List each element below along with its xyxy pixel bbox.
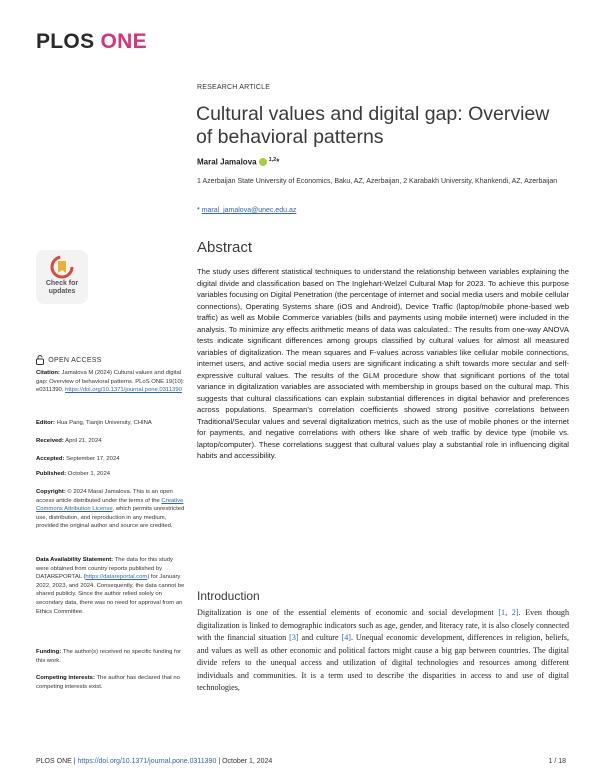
check-for-updates-badge[interactable] (36, 250, 88, 304)
abstract-heading: Abstract (197, 239, 253, 256)
footer-date: October 1, 2024 (222, 758, 273, 765)
open-lock-icon (36, 355, 44, 365)
copyright-text-end: , which permits unrestricted use, distribution, and reproduction in any medium, provided the original author and source are credited. (36, 506, 185, 530)
license-link[interactable]: Creative Commons Attribution License (36, 497, 184, 513)
intro-text-3: and culture (301, 633, 339, 642)
check-updates-line2: updates (48, 288, 76, 295)
funding-label: Funding: (36, 649, 62, 655)
page-number: 1 / 18 (548, 758, 566, 765)
received-text: April 21, 2024 (65, 438, 102, 444)
logo-plos: PLOS (36, 30, 95, 53)
article-type: RESEARCH ARTICLE (197, 84, 271, 91)
logo-one: ONE (100, 30, 147, 53)
journal-logo[interactable] (36, 30, 147, 54)
published-text: October 1, 2024 (67, 471, 110, 477)
reference-link-3[interactable]: [3] (289, 633, 299, 642)
corresponding-mark: * (276, 157, 280, 167)
published-block (36, 470, 186, 479)
citation-block (36, 369, 186, 395)
copyright-text: © 2024 Maral Jamalova. This is an open access article distributed under the terms of the (36, 489, 173, 504)
footer-journal: PLOS ONE (36, 758, 72, 765)
affiliations: 1 Azerbaijan State University of Economics, Baku, AZ, Azerbaijan, 2 Karabakh University, Khankendi, AZ, Azerbaijan (197, 178, 558, 185)
check-updates-icon (50, 255, 74, 279)
data-availability-text: The data for this study were obtained from country reports published by DATAREPORTAL ( (36, 557, 173, 581)
email-link[interactable]: maral_jamalova@unec.edu.az (201, 207, 297, 214)
introduction-paragraph (197, 607, 569, 695)
email-star: * (197, 207, 200, 214)
funding-block (36, 648, 186, 665)
introduction-heading: Introduction (197, 589, 260, 603)
received-block (36, 437, 186, 446)
author-line (197, 157, 279, 167)
copyright-block (36, 488, 186, 531)
author-name[interactable]: Maral Jamalova (197, 157, 257, 167)
funding-text: The author(s) received no specific funding for this work. (36, 649, 181, 664)
citation-doi-link[interactable]: https://doi.org/10.1371/journal.pone.0311390 (65, 387, 182, 394)
intro-text-2: . Even though digitalization is linked to demographic indicators such as age, gender, and literacy rate, it is also closely connected with the financial situation (197, 608, 570, 642)
competing-text: The author has declared that no competing interests exist. (36, 675, 180, 690)
reference-link-4[interactable]: [4] (341, 633, 351, 642)
competing-interests-block (36, 674, 186, 691)
accepted-label: Accepted: (36, 456, 65, 462)
citation-label: Citation: (36, 370, 60, 376)
received-label: Received: (36, 438, 64, 444)
abstract-text: The study uses different statistical techniques to understand the relationship between variables explaining the digital divide and classification based on The Inglehart-Welzel Cultural Map for 2023. To achieve this purpose variables focusing on Digital Penetration (the percentage of internet and social media users and mobile cellular connections), Operating Systems share (iOS and Android), Device Traffic (laptop/mobile phone-based web traffic) as well as Mobile Commerce variables (bills and payments using mobile internet) were included in the analysis. To minimize any effects arithmetic means of data was calculated.: The results from one-way ANOVA tests indicate significant differences among groups classified by cultural values for almost all measured variables of digitalization. The mean squares and F-values across variables like cellular mobile connections, internet users, and active social media users are significant indicating a shift towards more secular and self-expressive cultural values. The results of the GLM procedure show that significant portions of the total variance in digitalization variables are associated with membership in groups based on the cultural map. This suggests that cultural classifications can explain substantial differences in digital behavior and preferences across populations. Spearman's correlation coefficients showed strong positive correlations between Traditional/Secular values and several digitalization metrics, such as the use of mobile phones or the internet for payments, and negative correlations with others like share of web traffic by device type (mobile vs. laptop/computer). These correlations suggest that cultural values play a substantial role in influencing digital habits and accessibility. (197, 267, 569, 460)
orcid-icon[interactable] (259, 158, 267, 166)
competing-label: Competing interests: (36, 675, 95, 681)
footer-separator-2: | (218, 758, 221, 765)
datareportal-link[interactable]: https://datareportal.com (85, 574, 148, 581)
data-availability-text-end: ) for January 2022, 2023, and 2024. Consequently, the data cannot be shared publicly. Since the author relied solely on secondary data, there was no need for approval from an Ethics Committee. (36, 574, 185, 615)
article-title: Cultural values and digital gap: Overview of behavioral patterns (196, 103, 550, 148)
intro-text-1: Digitalization is one of the essential elements of economic and social development (197, 608, 494, 617)
published-label: Published: (36, 471, 67, 477)
reference-link-1[interactable]: [1 (498, 608, 506, 617)
editor-label: Editor: (36, 420, 55, 426)
open-access-text: OPEN ACCESS (48, 356, 102, 364)
editor-block (36, 419, 186, 428)
open-access-label (36, 355, 102, 365)
author-affil-sup: 1,2 (268, 157, 277, 163)
footer-doi-link[interactable]: https://doi.org/10.1371/journal.pone.0311390 (77, 758, 217, 765)
editor-text: Hua Pang, Tianjin University, CHINA (56, 420, 152, 426)
citation-text: Jamalova M (2024) Cultural values and digital gap: Overview of behavioral patterns. PLoS ONE 19(10): e0311390. (36, 370, 185, 394)
page-footer (36, 758, 566, 765)
copyright-label: Copyright: (36, 489, 66, 495)
data-availability-label: Data Availability Statement: (36, 557, 114, 563)
accepted-block (36, 455, 186, 464)
check-updates-line1: Check for (45, 280, 79, 287)
accepted-text: September 17, 2024 (66, 456, 120, 462)
data-availability-block (36, 556, 186, 616)
intro-text-4: . Unequal economic development, differences in religion, beliefs, and values as well as other economic and political factors might cause a big gap between countries. The digital divide refers to the unequal access and utilization of digital technologies and resources among different individuals and communities. It is a term used to describe the disparities in access to and use of digital technologies, (197, 633, 569, 692)
ref-sep: , (505, 608, 512, 617)
reference-link-2[interactable]: 2] (511, 608, 519, 617)
footer-separator: | (73, 758, 76, 765)
corresponding-email (197, 207, 296, 214)
